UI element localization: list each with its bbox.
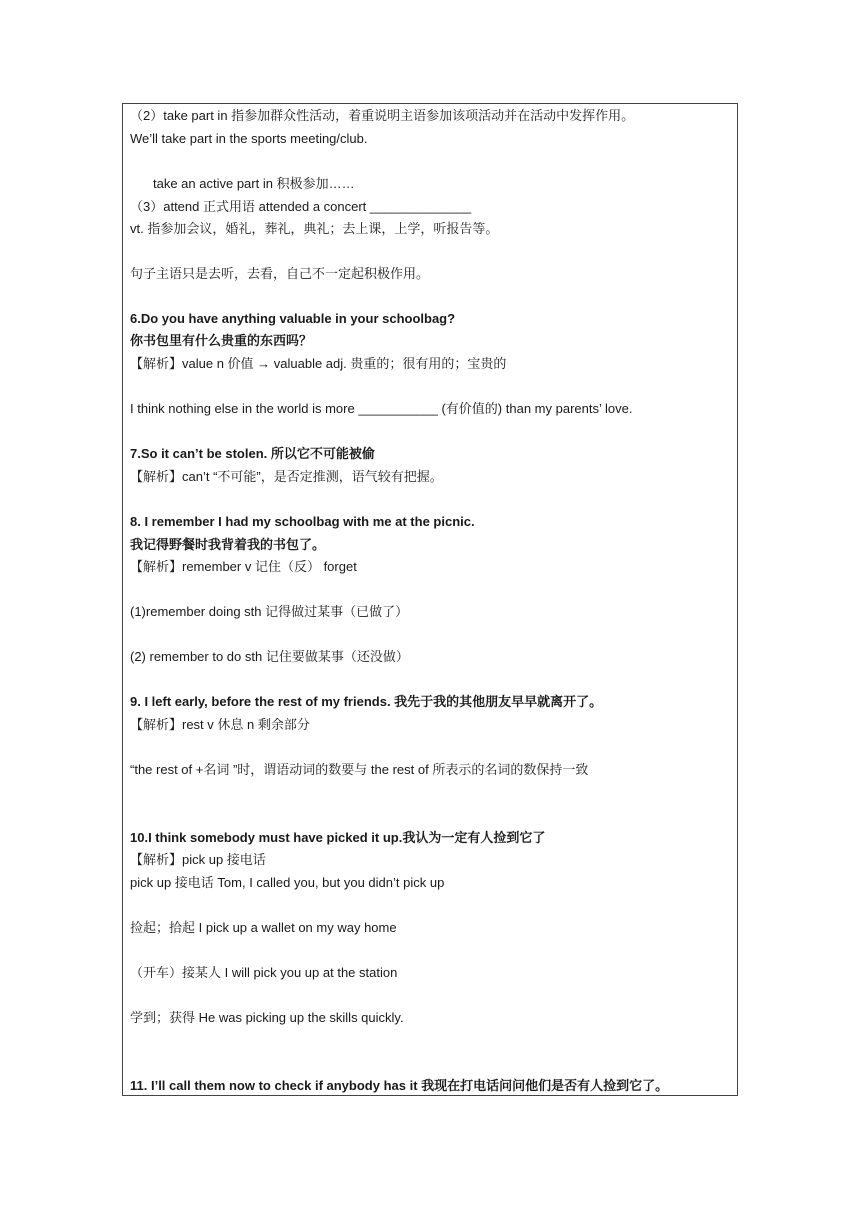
text-line: 学到；获得 He was picking up the skills quickly. — [130, 1010, 404, 1025]
item-heading: 11. I’ll call them now to check if anybody has it 我现在打电话问问他们是否有人捡到它了。 — [130, 1078, 669, 1093]
item-heading: 8. I remember I had my schoolbag with me at the picnic. — [130, 514, 475, 529]
analysis-line: 【解析】remember v 记住（反） forget — [130, 559, 357, 574]
text-line: 捡起；拾起 I pick up a wallet on my way home — [130, 920, 397, 935]
text-line: (1)remember doing sth 记得做过某事（已做了） — [130, 604, 409, 619]
text-line: We’ll take part in the sports meeting/club. — [130, 131, 368, 146]
analysis-line: 【解析】pick up 接电话 — [130, 852, 266, 867]
item-heading: 7.So it can’t be stolen. 所以它不可能被偷 — [130, 446, 375, 461]
content-table-border — [122, 103, 738, 1096]
text-line: pick up 接电话 Tom, I called you, but you didn’t pick up — [130, 875, 445, 890]
analysis-line: 【解析】can’t “不可能”，是否定推测，语气较有把握。 — [130, 469, 443, 484]
text-line: （2）take part in 指参加群众性活动，着重说明主语参加该项活动并在活动中发挥作用。 — [130, 108, 635, 123]
analysis-line: 【解析】rest v 休息 n 剩余部分 — [130, 717, 310, 732]
text-line: （3）attend 正式用语 attended a concert ______________ — [130, 199, 472, 214]
text-line: vt. 指参加会议，婚礼，葬礼，典礼；去上课，上学，听报告等。 — [130, 221, 499, 236]
text-line: “the rest of +名词 ”时，谓语动词的数要与 the rest of 所表示的名词的数保持一致 — [130, 762, 589, 777]
analysis-line: 【解析】value n 价值 → valuable adj. 贵重的；很有用的；宝贵的 — [130, 356, 507, 371]
text-line: （开车）接某人 I will pick you up at the station — [130, 965, 398, 980]
text-line: take an active part in 积极参加…… — [153, 176, 355, 191]
text-line: 句子主语只是去听，去看，自己不一定起积极作用。 — [130, 266, 430, 281]
item-heading: 9. I left early, before the rest of my friends. 我先于我的其他朋友早早就离开了。 — [130, 694, 603, 709]
item-translation: 我记得野餐时我背着我的书包了。 — [130, 537, 326, 552]
item-heading: 6.Do you have anything valuable in your schoolbag? — [130, 311, 456, 326]
item-translation: 你书包里有什么贵重的东西吗？ — [130, 333, 313, 348]
exercise-line: I think nothing else in the world is more ___________ (有价值的) than my parents’ love. — [130, 401, 633, 416]
item-heading: 10.I think somebody must have picked it up.我认为一定有人捡到它了 — [130, 830, 546, 845]
text-line: (2) remember to do sth 记住要做某事（还没做） — [130, 649, 409, 664]
